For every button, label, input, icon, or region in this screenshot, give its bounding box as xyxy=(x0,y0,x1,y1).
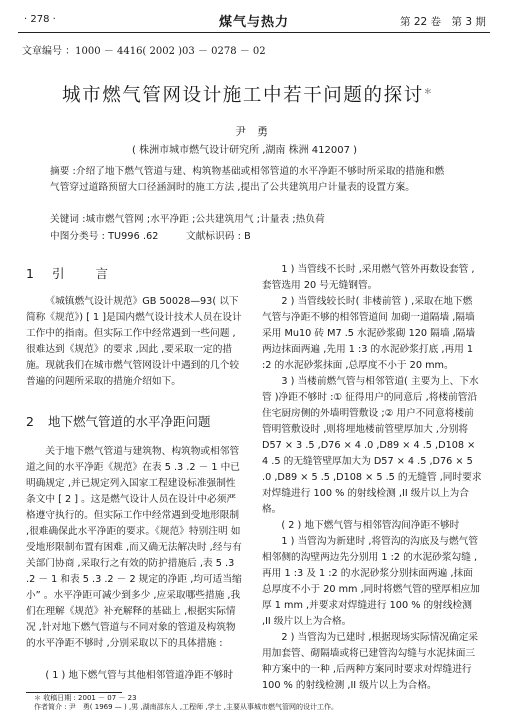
affiliation: ( 株洲市城市燃气设计研究所 ,湖南 株洲 412007 ) xyxy=(132,145,358,156)
footnote-marker: ＊ xyxy=(34,694,41,702)
section-1-paragraph: 《城镇燃气设计规范》GB 50028—93( 以下简称《规范》) [ 1 ]是国内燃气设计技术人员在设计工作中的指南。但实际工作中经常遇到一些问题 ,很难达到《规范》的要求 ,因此 ,要采取一定的措施。现就我们在城市燃气管网设计中遇到的几个较普遍的问题所采取的措施介绍如下。 xyxy=(26,296,242,387)
received-date: 收稿日期 : 2001 － 07 － 23 xyxy=(43,694,137,702)
right-column xyxy=(262,262,482,694)
footnote-received xyxy=(34,694,338,703)
volume-issue: 第 22 卷 第 3 期 xyxy=(400,16,486,28)
right-subheading: ( 2 ) 地下燃气管与相邻管沟间净距不够时 xyxy=(281,520,460,531)
paper-title-text: 城市燃气管网设计施工中若干问题的探讨 xyxy=(62,85,424,106)
abstract xyxy=(50,164,452,195)
keywords-label: 关键词 : xyxy=(50,214,86,225)
footnote xyxy=(34,694,338,712)
section-1-title: 引 言 xyxy=(51,266,110,281)
right-paragraph: 1 ) 当管线不长时 ,采用燃气管外再数设套管 ,套管选用 20 号无缝钢管。 xyxy=(262,264,475,291)
journal-name: 煤气与热力 xyxy=(219,15,290,30)
section-2-item-1: ( 1 ) 地下燃气管与其他相邻管道净距不够时 xyxy=(45,670,234,681)
section-2-heading xyxy=(26,412,210,430)
clc-number: 中图分类号 : TU996 .62 xyxy=(50,231,159,242)
right-paragraph: 1 ) 当管沟为新建时 ,将管沟的沟底及与燃气管相邻侧的沟壁两边先分别用 1 :2 的水泥砂浆勾缝 ,再用 1 :3 及 1 :2 的水泥砂浆分别抹面两遍 ,抹面总厚度不小于 20 mm ,同时将燃气管的壁厚相应加厚 1 mm ,并要求对焊缝进行 100 % 的射线检测 ,II 级片以上为合格。 xyxy=(262,536,480,627)
section-1-heading xyxy=(26,264,110,282)
abstract-text: 介绍了地下燃气管道与建、构筑物基础或相邻管道的水平净距不够时所采取的措施和燃气管穿过道路预留大口径涵洞时的施工方法 ,提出了公共建筑用户计量表的设置方案。 xyxy=(50,166,445,193)
right-paragraph: 2 ) 当管沟为已建时 ,根据现场实际情况确定采用加套管、砌隔墙或将已建管沟勾缝与水泥抹面三种方案中的一种 ,后两种方案同时要求对焊缝进行 100 % 的射线检测 ,II 级片以上为合格。 xyxy=(262,632,479,691)
author-intro: 作者简介 : 尹 勇( 1969 — ) ,男 ,湖南邵东人 ,工程师 ,学士 ,主要从事城市燃气管网的设计工作。 xyxy=(34,703,339,711)
footnote-rule xyxy=(26,692,122,693)
section-1-number: 1 xyxy=(26,266,34,281)
header-rule xyxy=(18,32,490,33)
keywords xyxy=(50,212,452,228)
section-2-number: 2 xyxy=(26,414,34,429)
right-paragraph: 2 ) 当管线较长时( 非楼前管 ) ,采取在地下燃气管与净距不够的相邻管道间 加砌一道隔墙 ,隔墙采用 Mu10 砖 M7 .5 水泥砂浆砌 120 隔墙 ,隔墙两边抹面两遍 ,先用 1 :3 的水泥砂浆打底 ,再用 1 :2 的水泥砂浆抹面 ,总厚度不小于 20 mm。 xyxy=(262,296,476,371)
abstract-label: 摘要 : xyxy=(50,166,76,177)
section-2-title: 地下燃气管道的水平净距问题 xyxy=(47,414,211,429)
document-code: 文献标识码 : B xyxy=(186,231,251,242)
right-paragraph: 3 ) 当楼前燃气管与相邻管道( 主要为上、下水管 )净距不够时 :① 征得用户的同意后 ,将楼前管沿住宅厨房侧的外墙明管敷设 ;② 用户不同意将楼前管明管敷设时 ,则将埋地楼前管壁厚加大 ,分别将 D57 × 3 .5 ,D76 × 4 .0 ,D89 × 4 .5 ,D108 × 4 .5 的无缝管壁厚加大为 D57 × 4 .5 ,D76 × 5 .0 ,D89 × 5 .5 ,D108 × 5 .5 的无缝管 ,同时要求对焊缝进行 100 % 的射线检测 ,II 级片以上为合格。 xyxy=(262,376,482,515)
keywords-text: 城市燃气管网 ;水平净距 ;公共建筑用气 ;计量表 ;热负荷 xyxy=(85,214,325,225)
article-id: 文章编号 ：1000 － 4416( 2002 )03 － 0278 － 02 xyxy=(22,46,266,57)
title-footnote-marker: ＊ xyxy=(423,86,434,96)
page-number: · 278 · xyxy=(24,14,56,25)
paper-title xyxy=(62,81,433,107)
author: 尹 勇 xyxy=(235,125,268,138)
section-2-paragraph: 关于地下燃气管道与建筑物、构筑物或相邻管道之间的水平净距《规范》在表 5 .3 .2 － 1 中已明确规定 ,并已规定列入国家工程建设标准强制性条文中 [ 2 ] 。这是燃气设计人员在设计中必须严格遵守执行的。但实际工作中经常遇到受地形限制 ,很难确保此水平净距的要求。《规范》特别注明 如受地形限制布置有困难 ,而又确无法解决时 ,经与有关部门协商 ,采取行之有效的防护措施后 ,表 5 .3 .2 － 1 和表 5 .3 .2 － 2 规定的净距 ,均可适当缩小” 。水平净距可减少到多少 ,应采取哪些措施 ,我们在理解《规范》补充解释的基础上 ,根据实际情况 ,针对地下燃气管道与不同对象的管道及构筑物的水平净距不够时 ,分别采取以下的具体措施 : xyxy=(26,446,242,649)
